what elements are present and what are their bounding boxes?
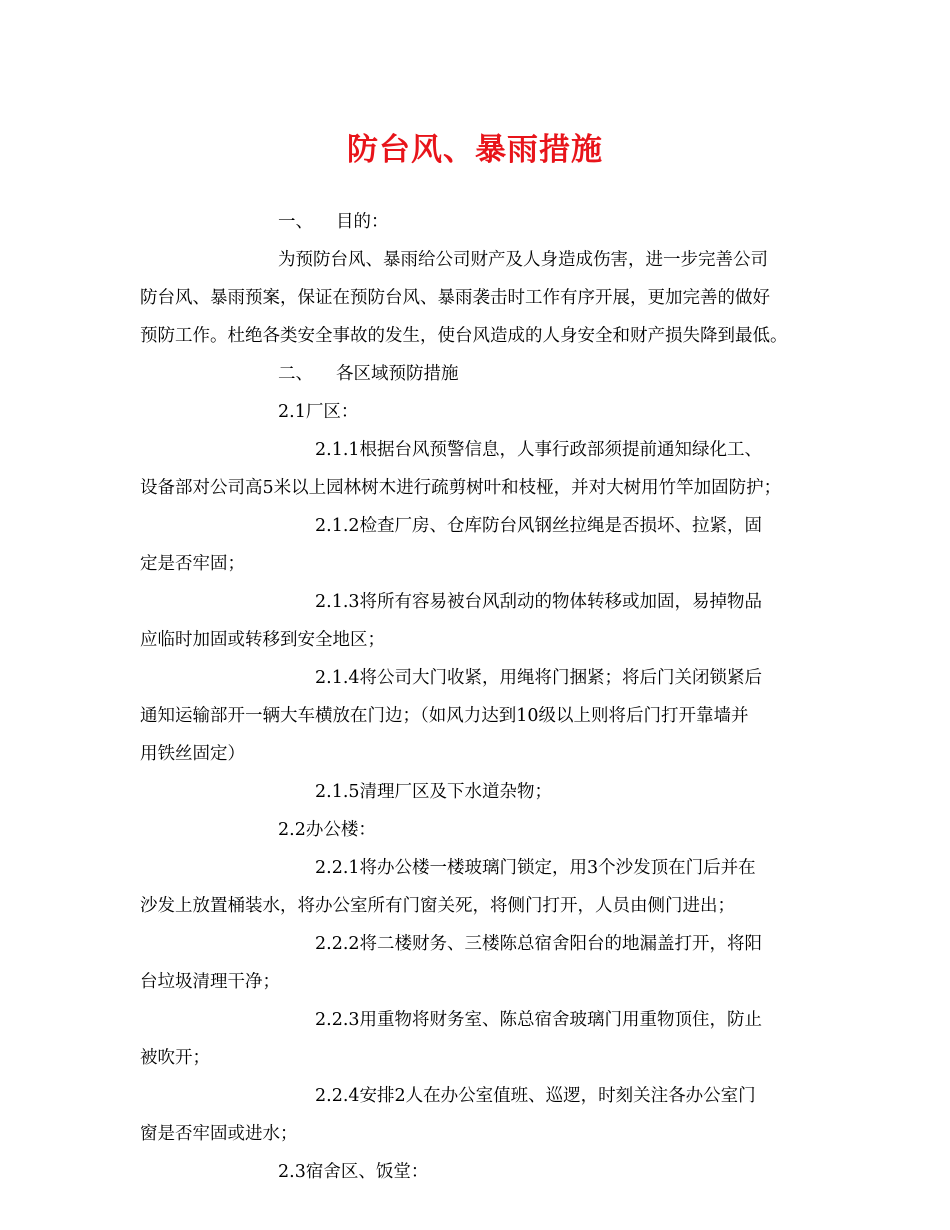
list-item-line: 沙发上放置桶装水，将办公室所有门窗关死，将侧门打开，人员由侧门进出； bbox=[140, 896, 735, 916]
list-item-line: 2.2.3用重物将财务室、陈总宿舍玻璃门用重物顶住，防止 bbox=[315, 1010, 763, 1030]
list-item-line: 设备部对公司高5米以上园林树木进行疏剪树叶和枝桠，并对大树用竹竿加固防护； bbox=[140, 478, 782, 498]
list-item-line: 2.1.5清理厂区及下水道杂物； bbox=[315, 782, 553, 802]
list-item-line: 2.1.3将所有容易被台风刮动的物体转移或加固，易掉物品 bbox=[315, 592, 763, 612]
subsection-heading-factory: 2.1厂区： bbox=[278, 402, 359, 422]
document-title: 防台风、暴雨措施 bbox=[347, 132, 603, 168]
list-item-line: 2.2.2将二楼财务、三楼陈总宿舍阳台的地漏盖打开，将阳 bbox=[315, 934, 763, 954]
list-item-line: 被吹开； bbox=[140, 1048, 210, 1068]
document-body bbox=[140, 203, 816, 1191]
section-1-heading bbox=[140, 203, 816, 241]
section-title: 各区域预防措施 bbox=[336, 364, 459, 384]
subsection-heading-dorm: 2.3宿舍区、饭堂： bbox=[278, 1162, 429, 1182]
list-item-line: 用铁丝固定） bbox=[140, 744, 245, 764]
list-item-line: 2.1.2检查厂房、仓库防台风钢丝拉绳是否损坏、拉紧，固 bbox=[315, 516, 763, 536]
paragraph-line: 预防工作。杜绝各类安全事故的发生，使台风造成的人身安全和财产损失降到最低。 bbox=[140, 326, 788, 346]
paragraph-line: 为预防台风、暴雨给公司财产及人身造成伤害，进一步完善公司 bbox=[278, 250, 768, 270]
section-number: 一、 bbox=[278, 212, 313, 232]
list-item-line: 通知运输部开一辆大车横放在门边；（如风力达到10级以上则将后门打开靠墙并 bbox=[140, 706, 749, 726]
list-item-line: 应临时加固或转移到安全地区； bbox=[140, 630, 385, 650]
list-item-line: 窗是否牢固或进水； bbox=[140, 1124, 298, 1144]
list-item-line: 2.2.1将办公楼一楼玻璃门锁定，用3个沙发顶在门后并在 bbox=[315, 858, 756, 878]
section-title: 目的： bbox=[336, 212, 389, 232]
section-2-heading bbox=[140, 355, 816, 393]
list-item-line: 台垃圾清理干净； bbox=[140, 972, 280, 992]
section-number: 二、 bbox=[278, 364, 313, 384]
list-item-line: 2.1.4将公司大门收紧，用绳将门捆紧；将后门关闭锁紧后 bbox=[315, 668, 763, 688]
subsection-heading-office: 2.2办公楼： bbox=[278, 820, 376, 840]
list-item-line: 2.2.4安排2人在办公室值班、巡逻，时刻关注各办公室门 bbox=[315, 1086, 756, 1106]
list-item-line: 2.1.1根据台风预警信息，人事行政部须提前通知绿化工、 bbox=[315, 440, 763, 460]
list-item-line: 定是否牢固； bbox=[140, 554, 245, 574]
paragraph-line: 防台风、暴雨预案，保证在预防台风、暴雨袭击时工作有序开展，更加完善的做好 bbox=[140, 288, 770, 308]
